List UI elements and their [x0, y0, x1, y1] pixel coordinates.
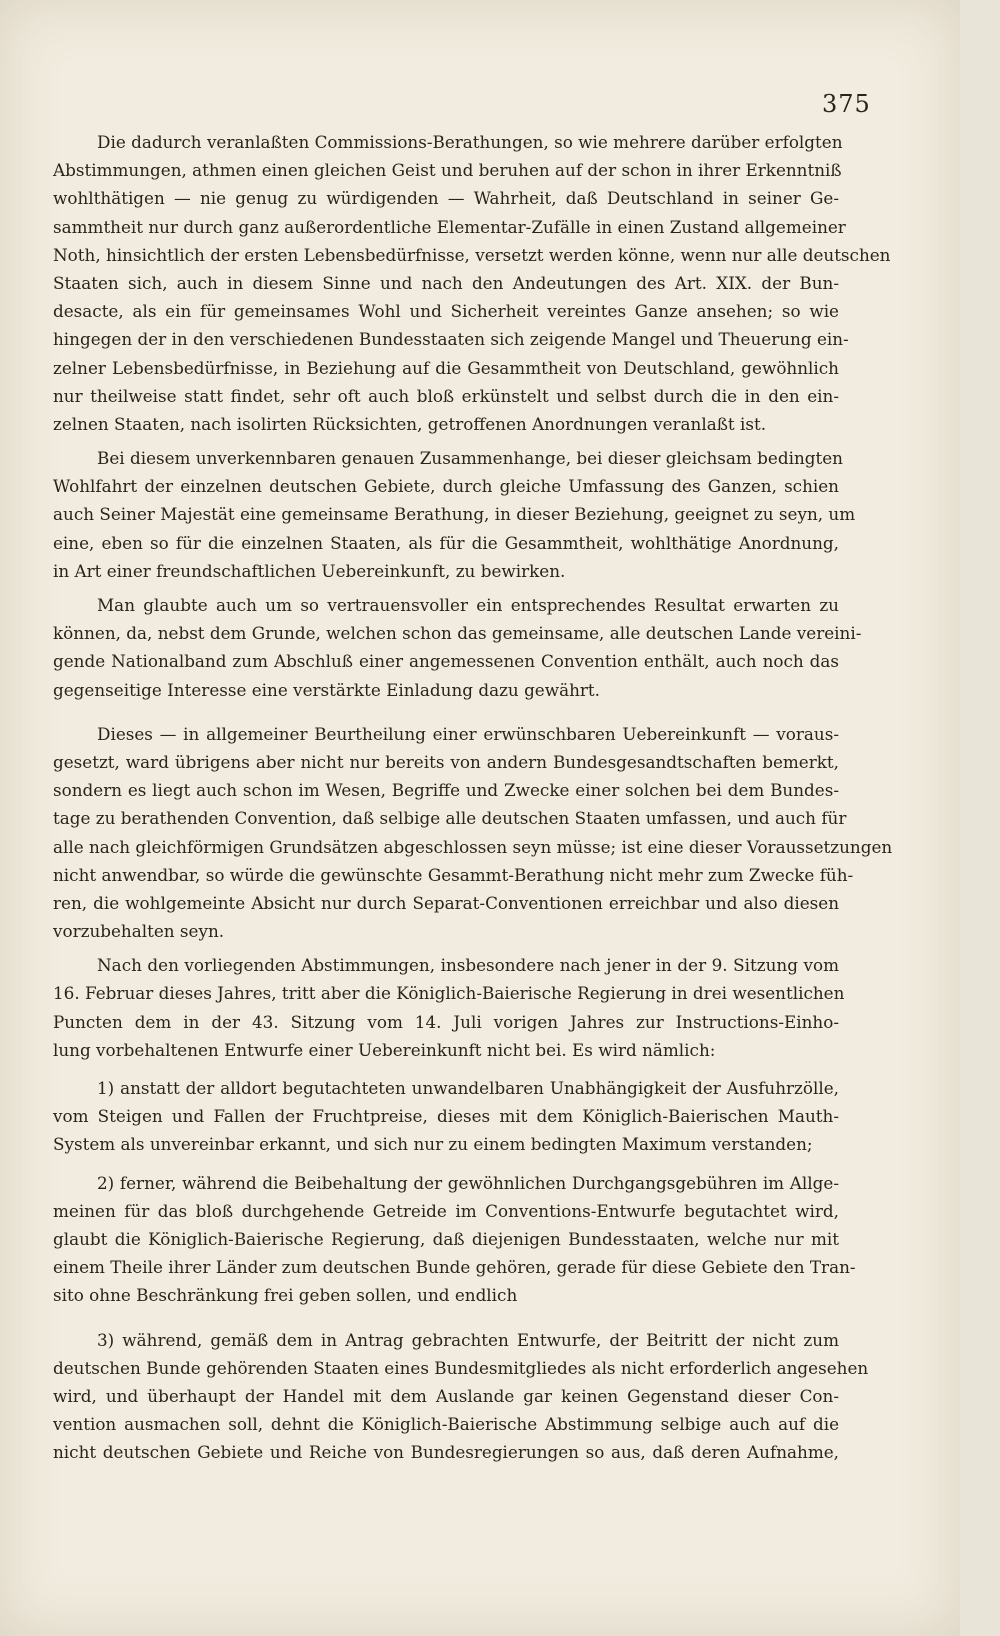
text-line: Abstimmungen, athmen einen gleichen Geist und beruhen auf der schon in ihrer Erkenntniß	[53, 160, 842, 181]
text-line: Wohlfahrt der einzelnen deutschen Gebiete, durch gleiche Umfassung des Ganzen, schien	[53, 476, 839, 497]
paragraph	[53, 128, 891, 438]
list-item	[53, 1326, 869, 1467]
text-line: Puncten dem in der 43. Sitzung vom 14. Juli vorigen Jahres zur Instructions-Einho-	[53, 1011, 839, 1032]
text-line: System als unvereinbar erkannt, und sich nur zu einem bedingten Maximum verstanden;	[53, 1134, 813, 1155]
paragraph	[53, 951, 845, 1064]
text-line: sammtheit nur durch ganz außerordentliche Elementar-Zufälle in einen Zustand allgemeiner	[53, 216, 846, 237]
text-line: sondern es liegt auch schon im Wesen, Begriffe und Zwecke einer solchen bei dem Bundes-	[53, 780, 839, 801]
text-line: ren, die wohlgemeinte Absicht nur durch Separat-Conventionen erreichbar und also diesen	[53, 892, 839, 913]
text-line: können, da, nebst dem Grunde, welchen schon das gemeinsame, alle deutschen Lande vereini-	[53, 623, 862, 644]
text-line: alle nach gleichförmigen Grundsätzen abgeschlossen seyn müsse; ist eine dieser Voraussetzungen	[53, 836, 893, 857]
text-line: desacte, als ein für gemeinsames Wohl und Sicherheit vereintes Ganze ansehen; so wie	[53, 301, 839, 322]
text-line: zelnen Staaten, nach isolirten Rücksichten, getroffenen Anordnungen veranlaßt ist.	[53, 413, 767, 434]
text-line: vom Steigen und Fallen der Fruchtpreise, dieses mit dem Königlich-Baierischen Mauth-	[53, 1106, 839, 1127]
text-line: lung vorbehaltenen Entwurfe einer Uebereinkunft nicht bei. Es wird nämlich:	[53, 1039, 716, 1060]
text-line: hingegen der in den verschiedenen Bundesstaaten sich zeigende Mangel und Theuerung ein-	[53, 329, 849, 350]
text-line: glaubt die Königlich-Baierische Regierung, daß diejenigen Bundesstaaten, welche nur mit	[53, 1228, 839, 1249]
text-line: vorzubehalten seyn.	[53, 921, 225, 942]
text-line: nicht anwendbar, so würde die gewünschte Gesammt-Berathung nicht mehr zum Zwecke füh-	[53, 864, 854, 885]
text-line: einem Theile ihrer Länder zum deutschen Bunde gehören, gerade für diese Gebiete den Tran-	[53, 1257, 856, 1278]
text-line: nur theilweise statt findet, sehr oft auch bloß erkünstelt und selbst durch die in den ein-	[53, 385, 839, 406]
list-item	[53, 1169, 856, 1310]
text-line: sito ohne Beschränkung frei geben sollen, und endlich	[53, 1285, 518, 1306]
text-line: wohlthätigen — nie genug zu würdigenden — Wahrheit, daß Deutschland in seiner Ge-	[53, 188, 839, 209]
list-item	[53, 1074, 839, 1159]
text-line: gesetzt, ward übrigens aber nicht nur bereits von andern Bundesgesandtschaften bemerkt,	[53, 751, 839, 772]
text-line: Die dadurch veranlaßten Commissions-Berathungen, so wie mehrere darüber erfolgten	[97, 132, 843, 152]
text-line: 3) während, gemäß dem in Antrag gebrachten Entwurfe, der Beitritt der nicht zum	[97, 1329, 839, 1350]
text-line: Staaten sich, auch in diesem Sinne und nach den Andeutungen des Art. XIX. der Bun-	[53, 272, 839, 293]
text-line: auch Seiner Majestät eine gemeinsame Berathung, in dieser Beziehung, geeignet zu seyn, um	[53, 504, 856, 525]
page-number: 375	[822, 90, 871, 118]
text-line: gende Nationalband zum Abschluß einer angemessenen Convention enthält, auch noch das	[53, 651, 839, 672]
text-line: wird, und überhaupt der Handel mit dem Auslande gar keinen Gegenstand dieser Con-	[53, 1385, 839, 1406]
text-line: 16. Februar dieses Jahres, tritt aber die Königlich-Baierische Regierung in drei wesentlichen	[53, 983, 845, 1004]
text-line: zelner Lebensbedürfnisse, in Beziehung auf die Gesammtheit von Deutschland, gewöhnlich	[53, 357, 839, 378]
text-line: Man glaubte auch um so vertrauensvoller ein entsprechendes Resultat erwarten zu	[97, 595, 839, 615]
text-line: Bei diesem unverkennbaren genauen Zusammenhange, bei dieser gleichsam bedingten	[97, 448, 843, 469]
paragraph	[53, 720, 893, 946]
text-line: eine, eben so für die einzelnen Staaten, als für die Gesammtheit, wohlthätige Anordnung,	[53, 532, 839, 553]
text-line: in Art einer freundschaftlichen Uebereinkunft, zu bewirken.	[53, 560, 566, 581]
text-line: 2) ferner, während die Beibehaltung der gewöhnlichen Durchgangsgebühren im Allge-	[97, 1172, 839, 1193]
text-line: tage zu berathenden Convention, daß selbige alle deutschen Staaten umfassen, und auch für	[53, 808, 847, 829]
text-line: Nach den vorliegenden Abstimmungen, insbesondere nach jener in der 9. Sitzung vom	[97, 955, 839, 976]
body-text	[53, 128, 893, 1466]
text-line: meinen für das bloß durchgehende Getreide im Conventions-Entwurfe begutachtet wird,	[53, 1200, 839, 1221]
text-line: Dieses — in allgemeiner Beurtheilung einer erwünschbaren Uebereinkunft — voraus-	[97, 723, 839, 744]
paragraph	[53, 444, 856, 585]
text-line: Noth, hinsichtlich der ersten Lebensbedürfnisse, versetzt werden könne, wenn nur alle deutschen	[53, 244, 891, 265]
text-line: nicht deutschen Gebiete und Reiche von Bundesregierungen so aus, daß deren Aufnahme,	[53, 1442, 839, 1463]
text-line: gegenseitige Interesse eine verstärkte Einladung dazu gewährt.	[53, 679, 601, 700]
text-line: 1) anstatt der alldort begutachteten unwandelbaren Unabhängigkeit der Ausfuhrzölle,	[97, 1078, 839, 1098]
paragraph	[53, 591, 862, 704]
text-line: deutschen Bunde gehörenden Staaten eines Bundesmitgliedes als nicht erforderlich angesehen	[53, 1357, 869, 1378]
text-line: vention ausmachen soll, dehnt die Königlich-Baierische Abstimmung selbige auch auf die	[53, 1414, 839, 1435]
